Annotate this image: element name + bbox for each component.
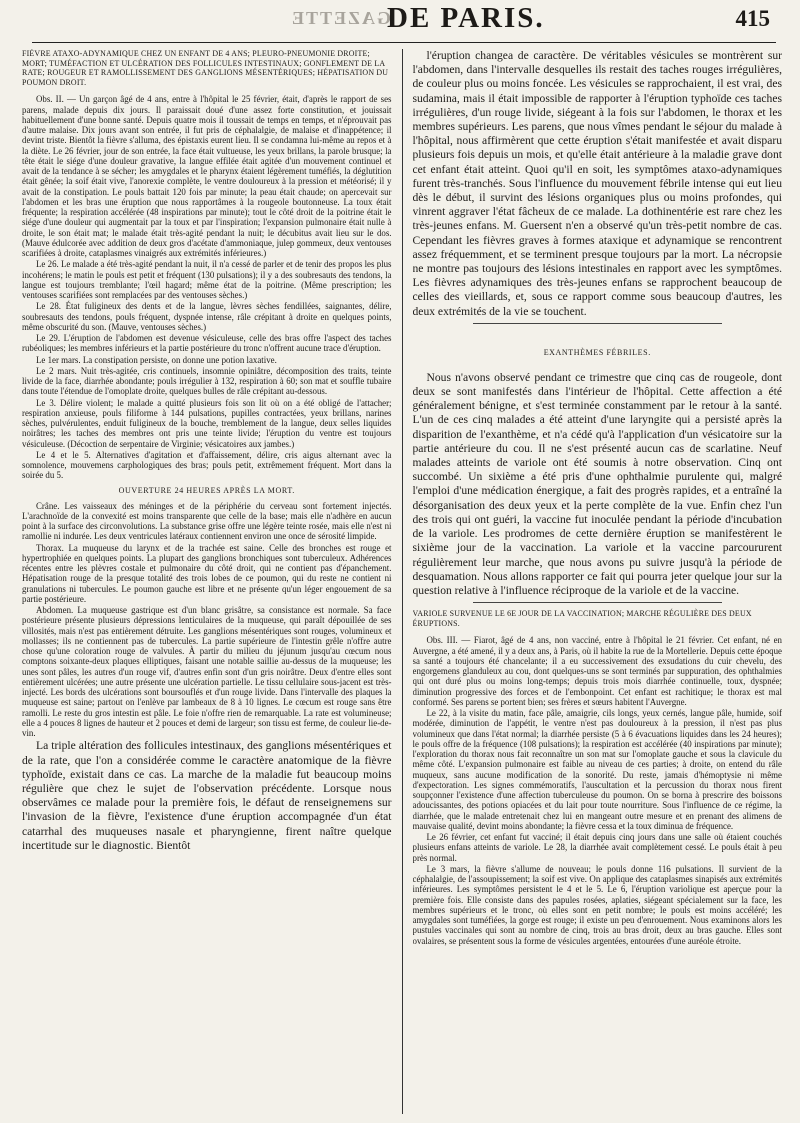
left-column [22,49,392,1114]
commentary-paragraph: La triple altération des follicules intestinaux, des ganglions mésentériques et de la rate, que l'on a considérée comme le caractère anatomique de la fièvre typhoïde, existait dans ce cas. La marche de la maladie fut beaucoup moins régulière que chez le sujet de l'observation précédente. Lorsque nous observâmes ce malade pour la première fois, le défaut de renseignemens sur l'invasion de la fièvre, l'existence d'une éruption accompagnée d'un état catarrhal des muqueuses nasale et pharyngienne, firent naître quelque incertitude sur le diagnostic. Bientôt [22,739,392,852]
paragraph: Thorax. La muqueuse du larynx et de la trachée est saine. Celle des bronches est rouge et hypertrophiée en quelques points. La plupart des ganglions bronchiques sont tuberculeux. Adhérences récentes entre les plèvres costale et pulmonaire du côté droit, qui ne contient pas d'épanchement. Hépatisation rouge de la presque totalité des trois lobes de ce poumon, qui du reste ne contient ni granulations ni tubercules. Le poumon gauche est libre et ne présente qu'un léger engouement de sa partie postérieure. [22,542,392,604]
paragraph: Le 1er mars. La constipation persiste, on donne une potion laxative. [36,354,277,365]
autopsy-heading: OUVERTURE 24 HEURES APRÈS LA MORT. [118,485,295,495]
column-divider [402,49,403,1114]
commentary-paragraph: Nous n'avons observé pendant ce trimestre que cinq cas de rougeole, dont deux se sont manifestés dans l'intérieur de l'hôpital. Cette affection a été généralement bénigne, et s'est terminée constamment par le retour à la santé. L'un de ces cinq malades a été atteint d'une laryngite qui a persisté après la disparition de l'exanthème, et n'a cédé qu'à l'application d'un vésicatoire sur la partie antérieure du cou. Il ne s'est présenté aucun cas de scarlatine. Neuf malades atteints de variole ont été soumis à notre observation. Cinq ont succombé. Un sixième a été pris d'une ophthalmie purulente qui, malgré l'emploi d'une médication énergique, a fait des progrès rapides, et a entraîné la désorganisation des deux yeux et la perte complète de la vue. Enfin chez l'un des trois qui ont guéri, la vaccine fut inoculée pendant la période d'incubation de la variole. Les prodromes de cette dernière éruption se manifestèrent le sixième jour de la vaccination. La variole et la vaccine parcoururent régulièrement leur marche, que nous avons pu suivre jusqu'à la période de desquamation. Nous allons rapporter ce fait qui pourra jeter quelque jour sur la question relative à l'influence réciproque de la variole et de la vaccine. [412,370,782,597]
page-title: DE PARIS. [387,2,545,34]
bleed-through-text: GAZETTE [290,8,392,28]
paragraph: Le 3 mars, la fièvre s'allume de nouveau; le pouls donne 116 pulsations. Il survient de la céphalalgie, de l'assoupissement; la soif est vive. On applique des cataplasmes sinapisés aux extrémités inférieures. Les symptômes persistent le 4 et le 5. Le 6, l'éruption variolique est aperçue pour la première fois. Elle consiste dans des papules rosées, aplaties, siégeant spécialement sur la face, les membres supérieurs et le tronc, où elles sont en petit nombre; le pouls est moins accéléré; les amygdales sont tuméfiées, la gorge est rouge; il existe un peu d'enrouement. Nous examinons alors les pustules vaccinales qui sont au nombre de cinq, trois au bras droit, deux au bras gauche. Elles sont ovalaires, se présentent sous la forme de vésicules argentées, entourées d'une auréole étroite. [412,863,782,946]
paragraph: Obs. III. — Fiarot, âgé de 4 ans, non vacciné, entre à l'hôpital le 21 février. Cet enfant, né en Auvergne, a été amené, il y a deux ans, à Paris, où il habite la rue de la Mortellerie. Depuis cette époque sa santé a toujours été chancelante; il a eu successivement des exsudations du cuir chevelu, des engorgemens glanduleux au cou, dont quelques-uns se sont terminés par suppuration, des ophthalmies qui ont duré plus ou moins long-temps; depuis trois mois diarrhée continuelle, toux, dyspnée; diminution progressive des forces et de l'embonpoint. Cet enfant est rachitique; le thorax est mal conformé. Ses parens se portent bien; ses frères et sœurs habitent l'Auvergne. [412,635,782,707]
paragraph: Le 29. L'éruption de l'abdomen est devenue vésiculeuse, celle des bras offre l'aspect des taches rubéoliques; les membres inférieurs et la partie postérieure du tronc n'offrent aucune trace d'éruption. [22,333,392,354]
paragraph: Le 22, à la visite du matin, face pâle, amaigrie, cils longs, yeux cernés, langue pâle, humide, soif modérée, diminution de l'appétit, le ventre n'est pas douloureux à la pression, il n'est pas plus volumineux que dans l'état normal; la diarrhée persiste (5 à 6 évacuations liquides dans les 24 heures); le pouls offre de la fréquence (108 pulsations); la respiration est accélérée (40 inspirations par minute); l'exploration du thorax nous fait reconnaître un son mat sur l'omoplate gauche et sous la clavicule du même côté. L'expansion pulmonaire est faible au niveau de ces parties; à droite, on entend du râle muqueux, sans aucune modification de la sonorité. Du reste, jamais d'hémoptysie ni même d'expectoration. Les signes commémoratifs, l'auscultation et la percussion du thorax nous firent soupçonner l'existence d'une affection tuberculeuse du poumon. On se borna à prescrire des boissons adoucissantes, des potions opiacées et du lait pour toute nourriture. Sous l'influence de ce régime, la diarrhée, que le malade entretenait chez lui en mangeant outre mesure et en prenant des alimens de mauvaise qualité, devint moins abondante; la fièvre cessa et la toux diminua de fréquence. [412,708,782,831]
right-column [413,49,783,1114]
section-rule [473,602,723,603]
page-header [32,0,776,43]
columns [22,49,782,1114]
case-heading: FIÈVRE ATAXO-ADYNAMIQUE CHEZ UN ENFANT DE 4 ANS; PLEURO-PNEUMONIE DROITE; MORT; TUMÉFACTION ET ULCÉRATION DES FOLLICULES INTESTINAUX; GONFLEMENT DE LA RATE; ROUGEUR ET RAMOLLISSEMENT DES GANGLIONS MÉSENTÉRIQUES; HÉPATISATION DU POUMON DROIT. [22,49,389,87]
paragraph: Le 28. État fuligineux des dents et de la langue, lèvres sèches fendillées, saignantes, délire, soubresauts des tendons, pouls fréquent, dyspnée intense, râle crépitant à droite en quelques points, même obscurité du son. (Mauve, ventouses sèches.) [22,301,392,332]
case-heading: VARIOLE SURVENUE LE 6E JOUR DE LA VACCINATION; MARCHE RÉGULIÈRE DES DEUX ÉRUPTIONS. [412,609,752,628]
section-heading: EXANTHÈMES FÉBRILES. [543,347,651,357]
section-rule [473,323,723,324]
paragraph: Le 2 mars. Nuit très-agitée, cris continuels, insomnie opiniâtre, décomposition des traits, teinte livide de la face, diarrhée abondante; pouls irrégulier à 132, respiration à 60; son mat et souffle tubaire dans toute l'étendue de l'omoplate droite, quelques bulles de râle crépitant au-dessous. [22,365,392,397]
paragraph: Abdomen. La muqueuse gastrique est d'un blanc grisâtre, sa consistance est normale. Sa face postérieure présente plusieurs dépressions lenticulaires de la muqueuse, qui paraît dépouillée de ses villosités, mais n'est pas entièrement détruite. Les ganglions mésentériques sont rouges, volumineux et mollasses; ils ne contiennent pas de tubercules. La partie supérieure de l'intestin grêle n'offre autre chose qu'une coloration rouge de valvules. À partir du milieu du jéjunum jusqu'au cœcum nous comptons soixante-deux plaques elliptiques, faisant une notable saillie au-dessus de la muqueuse; les unes sont pâles, les autres d'un rouge vif, d'autres enfin sont d'un gris noirâtre. Deux d'entre elles sont entièrement ulcérées; une autre présente une ulcération partielle. Le tissu cellulaire sous-jacent est très-injecté. Les bords des ulcérations sont boursouflés et d'un rouge livide. Dans l'intervalle des plaques la muqueuse est saine; partout on l'enlève par lambeaux de 8 à 10 lignes. Le cœcum est rouge sans être ramolli. Le reste du gros intestin est pâle. Le foie n'offre rien de remarquable. La rate est volumineuse; elle a 4 pouces 8 lignes de hauteur et 2 pouces et demi de largeur; son tissu est ferme, de couleur lie-de-vin. [22,605,392,739]
paragraph: Obs. II. — Un garçon âgé de 4 ans, entre à l'hôpital le 25 février, était, d'après le rapport de ses parens, malade depuis dix jours. Il paraissait doué d'une assez forte constitution, et jouissait habituellement d'une bonne santé. Depuis quatre mois il toussait de temps en temps, et n'éprouvait pas d'autre malaise. Dix jours avant son entrée, il fut pris de céphalalgie, de malaise et d'inappétence; il devint triste. Bientôt la fièvre s'alluma, des épistaxis eurent lieu. Il se condamna lui-même au repos et à la diète. Le 26 février, jour de son entrée, la face était vultueuse, les yeux brillans, la parole brusque; la tête était le siége d'une douleur gravative, la langue effilée était agitée d'un mouvement continuel et avait de la tendance à se sécher; les amygdales et le pharynx étaient légèrement tuméfiés, la déglutition était gênée; la soif était vive, l'anorexie complète, le ventre douloureux à la pression et météorisé; il y avait de la constipation. Le pouls battait 120 fois par minute; la peau était chaude; on apercevait sur l'abdomen et les bras une éruption que nous rapportâmes à la rougeole boutonneuse. La toux était fréquente; la respiration accélérée (48 inspirations par minute); tout le côté droit de la poitrine était le siége d'une douleur qui augmentait par la toux et par l'inspiration; l'expansion pulmonaire était nulle à droite, le son était mat; le malade était très-agité pendant la nuit; le décubitus avait lieu sur le dos. (Mauve édulcorée avec addition de deux gros d'acétate d'ammoniaque, julep gommeux, deux ventouses scarifiées à droite, cataplasmes vinaigrés aux extrémités inférieures.) [22,94,392,259]
page-number: 415 [735,6,770,31]
paragraph: Le 4 et le 5. Alternatives d'agitation et d'affaissement, délire, cris aigus alternant avec la somnolence, mouvemens carphologiques des bras; pouls petit, extrêmement fréquent. Mort dans la soirée du 5. [22,449,392,481]
paragraph: Le 26 février, cet enfant fut vacciné; il était depuis cinq jours dans une salle où étaient couchés plusieurs enfans atteints de variole. Le 28, la diarrhée avait complètement cessé. Le pouls était à peu près normal. [412,832,782,863]
paragraph: Le 3. Délire violent; le malade a quitté plusieurs fois son lit où on a été obligé de l'attacher; respiration anxieuse, pouls filiforme à 144 pulsations, pupilles contractées, yeux brillans, narines sèches, pulvérulentes, enduit fuligineux de la bouche, tremblement de la langue, deux selles liquides noirâtres; les taches des membres ont pris une teinte livide; l'éruption du ventre est toujours vésiculeuse. (Décoction de serpentaire de Virginie; vésicatoires aux jambes.) [22,397,392,449]
commentary-paragraph: l'éruption changea de caractère. De véritables vésicules se montrèrent sur l'abdomen, dans l'intervalle desquelles ils restait des taches rouges irrégulières, de couleur plus ou moins foncée. Les vésicules se rapprochaient, il est vrai, des sudamina, mais il était impossible de rapporter à l'éruption typhoïde ces taches irrégulières, d'un rouge livide, siégeant à la fois sur l'abdomen, le thorax et les membres supérieurs. Les parens, que nous vîmes pendant le séjour du malade à l'hôpital, nous affirmèrent que cette éruption s'était manifestée et avait disparu plusieurs fois depuis un mois, et qu'elle était antérieure à la maladie grave dont cet enfant était atteint. Quoi qu'il en soit, les symptômes ataxo-adynamiques furent très-tranchés. Sous l'influence du mouvement fébrile intense qui eut lieu dès le début, il survint des lésions organiques plus ou moins profondes, qui vinrent aggraver l'état fâcheux de ce malade. La dothinentérie est rare chez les très-jeunes enfans. M. Guersent n'en a observé qu'un très-petit nombre de cas. Cependant les fièvres graves à formes ataxique et adynamique se rencontrent assez fréquemment, et se terminent presque toujours par la mort. La nécropsie ne montre pas toujours des lésions intestinales en rapport avec les symptômes. Les fièvres adynamiques des très-jeunes enfans se rapprochent beaucoup de celles des vieillards, et, sous ce rapport comme sous beaucoup d'autres, les deux extrémités de la vie se touchent. [412,49,782,318]
paragraph: Le 26. Le malade a été très-agité pendant la nuit, il n'a cessé de parler et de tenir des propos les plus incohérens; le matin le pouls est petit et fréquent (130 pulsations); il y a des soubresauts des tendons, la langue est toujours tremblante; l'œil hagard; même état de la poitrine. (Même prescription; les ventouses scarifiées sont remplacées par des ventouses sèches.) [22,259,392,301]
paragraph: Crâne. Les vaisseaux des méninges et de la périphérie du cerveau sont fortement injectés. L'arachnoïde de la convexité est moins transparente que celle de la base; mais elle n'adhère en aucun point à la surface des circonvolutions. La substance grise offre une légère teinte rosée, mais elle n'est ni ramollie ni indurée. Les deux ventricules latéraux contiennent environ une once de sérosité limpide. [22,500,392,542]
